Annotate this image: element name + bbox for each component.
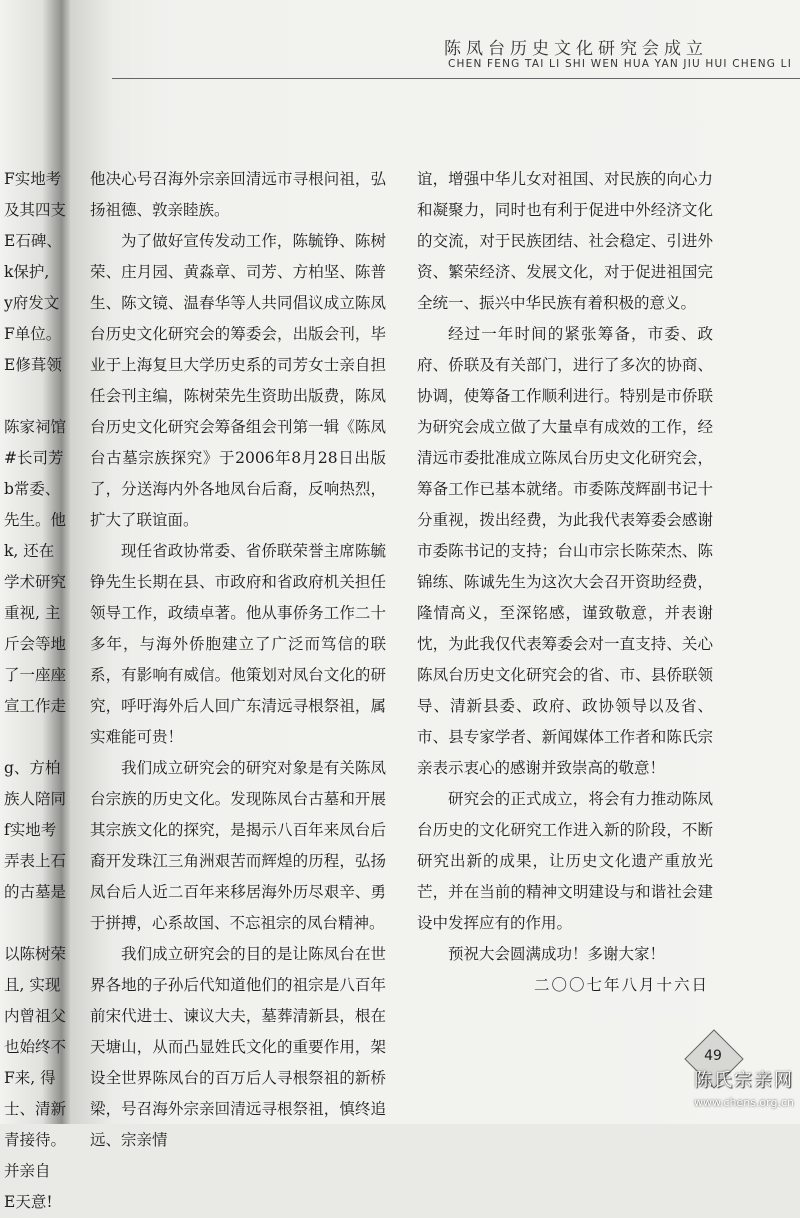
fragment-line bbox=[4, 908, 66, 939]
paragraph: 我们成立研究会的研究对象是有关陈凤台宗族的历史文化。发现陈凤台古墓和开展其宗族文化的探究，是揭示八百年来凤台后裔开发珠江三角洲艰苦而辉煌的历程，弘扬凤台后人近二百年来移居海外历尽艰辛、勇于拼搏，心系故国、不忘祖宗的凤台精神。 bbox=[90, 759, 386, 932]
fragment-line: E修葺领 bbox=[4, 356, 62, 374]
fragment-line: E天意! bbox=[4, 1193, 53, 1211]
fragment-line: 及其四支 bbox=[4, 201, 66, 219]
paragraph: 预祝大会圆满成功！多谢大家！ bbox=[448, 945, 666, 963]
fragment-line: y府发文 bbox=[4, 294, 60, 312]
paragraph: 现任省政协常委、省侨联荣誉主席陈毓铮先生长期在县、市政府和省政府机关担任领导工作，政绩卓著。他从事侨务工作二十多年，与海外侨胞建立了广泛而笃信的联系，有影响有威信。他策划对凤台文化的研究，呼吁海外后人回广东清远寻根祭祖，属实难能可贵！ bbox=[90, 542, 386, 746]
fragment-line: 先生。他 bbox=[4, 511, 66, 529]
fragment-line: 内曾祖父 bbox=[4, 1007, 66, 1025]
running-header-pinyin: CHEN FENG TAI LI SHI WEN HUA YAN JIU HUI CHENG LI bbox=[447, 58, 792, 70]
paragraph: 他决心号召海外宗亲回清远市寻根问祖，弘扬祖德、敦亲睦族。 bbox=[90, 170, 386, 219]
page-number: 49 bbox=[704, 1048, 722, 1064]
fragment-line: F单位。 bbox=[4, 325, 62, 343]
fragment-line bbox=[4, 381, 66, 412]
fragment-line: 并亲自 bbox=[4, 1162, 51, 1180]
middle-text-column bbox=[90, 164, 386, 1156]
watermark-url: www.chens.org.cn bbox=[693, 1096, 794, 1109]
fragment-line: k, 还在 bbox=[4, 542, 55, 560]
fragment-line: 陈家祠馆 bbox=[4, 418, 66, 436]
fragment-line: 士、清新 bbox=[4, 1100, 66, 1118]
fragment-line: F来, 得 bbox=[4, 1069, 56, 1087]
previous-page-fragment-column bbox=[4, 164, 66, 1218]
fragment-line: F实地考 bbox=[4, 170, 62, 188]
fragment-line: 斤会等地 bbox=[4, 635, 66, 653]
fragment-line: 了一座座 bbox=[4, 666, 66, 684]
fragment-line: 宣工作走 bbox=[4, 697, 66, 715]
paragraph: 谊，增强中华儿女对祖国、对民族的向心力和凝聚力，同时也有利于促进中外经济文化的交流，对于民族团结、社会稳定、引进外资、繁荣经济、发展文化，对于促进祖国完全统一、振兴中华民族有着积极的意义。 bbox=[417, 170, 713, 312]
fragment-line: 弄表上石 bbox=[4, 852, 66, 870]
fragment-line: 以陈树荣 bbox=[4, 945, 66, 963]
fragment-line: 青接待。 bbox=[4, 1131, 66, 1149]
fragment-line: g、方柏 bbox=[4, 759, 61, 777]
fragment-line: E石碑、 bbox=[4, 232, 62, 250]
fragment-line: 的古墓是 bbox=[4, 883, 66, 901]
fragment-line: #长司芳 bbox=[4, 449, 64, 467]
fragment-line bbox=[4, 722, 66, 753]
fragment-line: 学术研究 bbox=[4, 573, 66, 591]
paragraph: 经过一年时间的紧张筹备，市委、政府、侨联及有关部门，进行了多次的协商、协调，使筹备工作顺利进行。特别是市侨联为研究会成立做了大量卓有成效的工作，经清远市委批准成立陈凤台历史文化研究会，筹备工作已基本就绪。市委陈茂辉副书记十分重视，拨出经费，为此我代表筹委会感谢市委陈书记的支持；台山市宗长陈荣杰、陈锦练、陈诚先生为这次大会召开资助经费，隆情高义，至深铭感，谨致敬意，并表谢忱，为此我仅代表筹委会对一直支持、关心陈凤台历史文化研究会的省、市、县侨联领导、清新县委、政府、政协领导以及省、市、县专家学者、新闻媒体工作者和陈氏宗亲表示衷心的感谢并致崇高的敬意！ bbox=[417, 325, 713, 777]
date-line: 二〇〇七年八月十六日 bbox=[533, 976, 709, 994]
right-text-column bbox=[417, 164, 713, 1001]
fragment-line: 且, 实现 bbox=[4, 976, 61, 994]
header-rule bbox=[112, 78, 800, 79]
watermark-site-name: 陈氏宗亲网 bbox=[694, 1070, 794, 1091]
fragment-line: b常委、 bbox=[4, 480, 61, 498]
running-header-title: 陈凤台历史文化研究会成立 bbox=[444, 39, 708, 59]
paragraph: 研究会的正式成立，将会有力推动陈凤台历史的文化研究工作进入新的阶段，不断研究出新的成果，让历史文化遗产重放光芒，并在当前的精神文明建设与和谐社会建设中发挥应有的作用。 bbox=[417, 790, 713, 932]
fragment-line: k保护, bbox=[4, 263, 50, 281]
fragment-line: 族人陪同 bbox=[4, 790, 66, 808]
fragment-line: 也始终不 bbox=[4, 1038, 66, 1056]
fragment-line: f实地考 bbox=[4, 821, 57, 839]
paragraph: 为了做好宣传发动工作，陈毓铮、陈树荣、庄月园、黄淼章、司芳、方柏坚、陈普生、陈文镜、温春华等人共同倡议成立陈凤台历史文化研究会的筹委会，出版会刊，毕业于上海复旦大学历史系的司芳女士亲自担任会刊主编，陈树荣先生资助出版费，陈凤台历史文化研究会筹备组会刊第一辑《陈凤台古墓宗族探究》于2006年8月28日出版了，分送海内外各地凤台后裔，反响热烈，扩大了联谊面。 bbox=[90, 232, 386, 529]
fragment-line: 重视, 主 bbox=[4, 604, 61, 622]
paragraph: 我们成立研究会的目的是让陈凤台在世界各地的子孙后代知道他们的祖宗是八百年前宋代进士、谏议大夫，墓葬清新县，根在天塘山，从而凸显姓氏文化的重要作用，架设全世界陈凤台的百万后人寻根祭祖的新桥梁，号召海外宗亲回清远寻根祭祖，慎终追远、宗亲情 bbox=[90, 945, 386, 1149]
